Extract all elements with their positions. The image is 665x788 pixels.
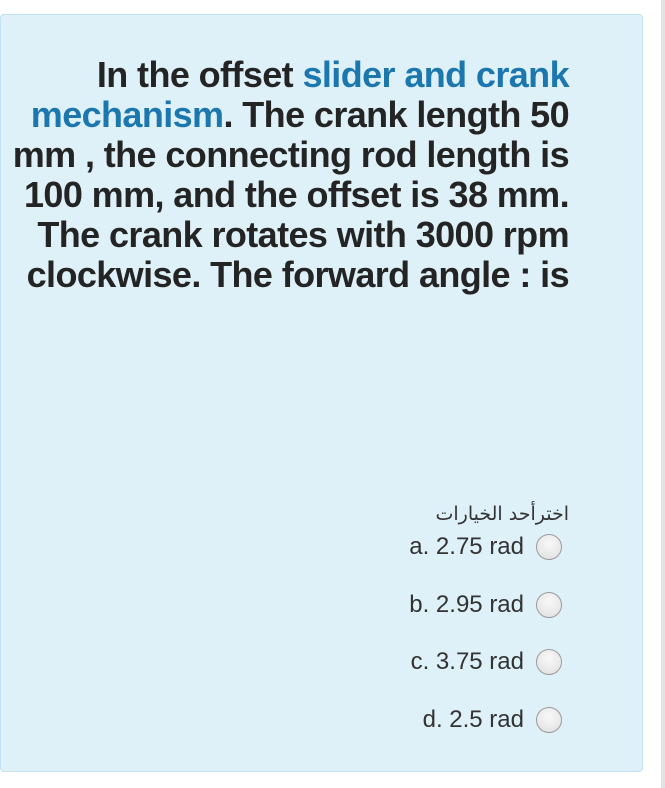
option-c[interactable] [411, 647, 562, 677]
question-text-part1: In the offset [96, 54, 303, 95]
question-text [9, 55, 569, 295]
glossary-link-slider-crank[interactable]: slider and crank [302, 54, 569, 95]
glossary-link-mechanism[interactable]: mechanism [30, 94, 224, 135]
option-d[interactable] [423, 705, 562, 735]
option-label: b. 2.95 rad [409, 591, 524, 618]
option-label: c. 3.75 rad [410, 648, 524, 675]
radio-button-c[interactable] [536, 649, 562, 675]
option-a[interactable] [409, 532, 562, 562]
window-edge [661, 0, 665, 788]
question-card [0, 14, 643, 772]
question-text-part2: . The crank length 50 mm , the connecting rod length is 100 mm, and the offset is 38 mm. The crank rotates with 3000 rpm clockwise. The forward angle : is [12, 94, 569, 295]
choose-option-prompt: اخترأحد الخيارات [435, 503, 569, 525]
radio-button-d[interactable] [536, 707, 562, 733]
option-label: d. 2.5 rad [422, 706, 524, 733]
radio-button-a[interactable] [536, 534, 562, 560]
option-b[interactable] [409, 590, 562, 620]
option-label: a. 2.75 rad [409, 533, 524, 560]
radio-button-b[interactable] [536, 592, 562, 618]
